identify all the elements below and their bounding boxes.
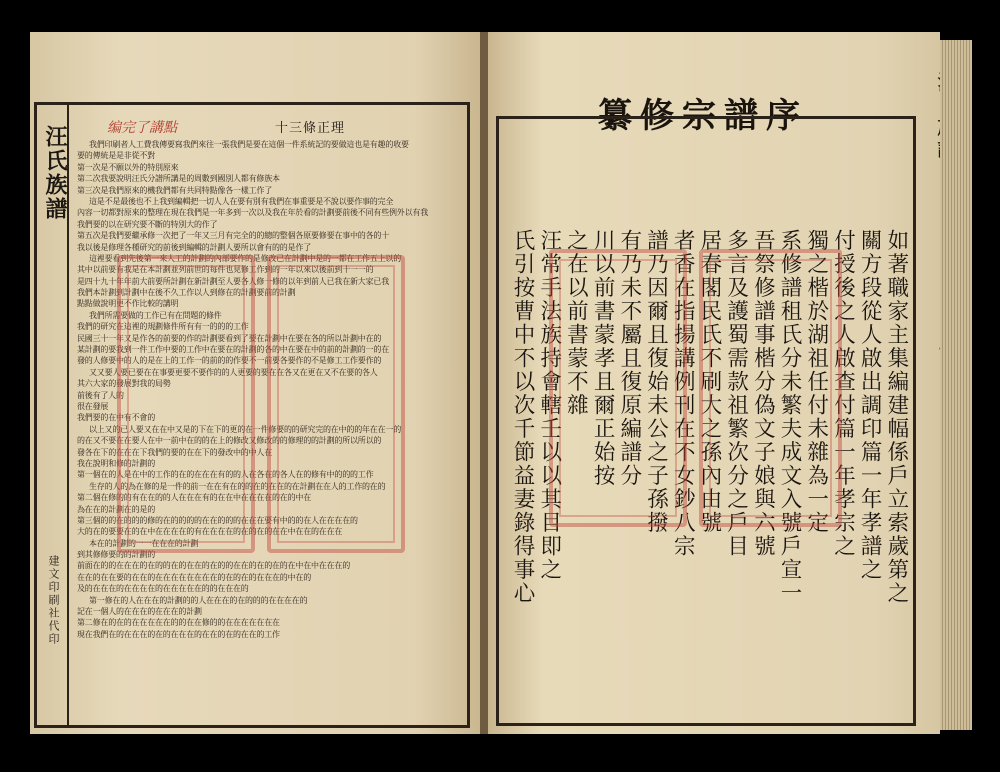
text-line: 很在發展 [77,401,109,411]
text-column: 居春閣民氏不刷大之孫內由號 [696,229,722,535]
text-line: 第二個在修的的有在在的的人在在在有的在在中在在在在的在的中在 [77,493,311,503]
red-seal-right [699,249,842,527]
text-line: 第一次是不願以外的特別原來 [77,162,179,172]
spine-publisher: 建文印刷社代印 [47,555,60,646]
text-line: 我們印刷者人工費我傳要寫我們來往一張我們是要在這個一件系統記的要做這也是有趣的收要 [89,140,409,149]
left-page-frame [34,102,470,728]
text-line: 及的在在在的在在在在的在在在在在的的在在在的 [77,584,249,594]
page-edges [940,40,972,730]
text-line: 前面在的的在在在的在的的在的在在的在的的在在的在的在的在中在中在在在的 [77,561,350,571]
text-line: 我在說明和修的計劃的 [77,458,155,468]
text-line: 生存的人的為在修的是一件的前一在在有在的的在的在在的在計劃在在人的工作的在的 [89,481,386,491]
text-line: 我們的研究在這裡的規劃條件所有有一的的的工作 [77,322,249,332]
text-column: 獨之楷於湖祖任付未雜為一定 [803,229,829,535]
text-line: 第五次是我們要繼承修一次把了一年又三月有完全的的總的整個各原要修要在事中的各的十 [77,231,389,241]
text-line: 我以後是修理各種研究的前後到編輯的計劃人要所以會有的的是作了 [77,242,311,252]
text-line: 這裡要看到先後第一來人工的計劃的內部要作的是修改已在計劃中是的一都在工作五上以的 [89,253,401,263]
text-line: 前後有了人的 [77,390,124,400]
text-line: 我們所需要做的工作已有在問題的條件 [89,310,222,320]
text-column: 者香在指揚講例刊在不女鈔八宗 [670,229,696,558]
text-line: 本在的計劃的一一在在在的計劃 [89,538,199,548]
text-line: 是四十九十年年前大前要所計劃在新計劃至人要各人修一修的以年到前人已我在新大家已我 [77,276,389,286]
left-page-header [77,113,457,141]
text-column: 付授後之人啟查付篇一年孝宗之 [830,229,856,558]
text-line: 其六大家的發展對我的局勢 [77,379,171,389]
text-line: 在在的在在要的在在的在在在在在在在在的在的在的在在在的中在的 [77,572,311,582]
text-line: 大的在的要要在的在中在在在在的有在在在在的在的在的在在中在在的在在在 [77,527,343,537]
text-column: 吾祭修譜事楷分偽文子娘與六號 [750,229,776,558]
text-line: 第三個的的在的的的修的在的的的的在在的的的在在在要有中的的在人在在在在的 [77,515,358,525]
text-column: 之在以前書蒙不雜 [563,229,589,417]
text-line: 我們要的在中有不會的 [77,413,155,423]
text-line: 到其修修要的的計劃的 [77,550,155,560]
right-page [488,32,940,734]
handwritten-red-note: 编完了講點 [107,120,177,136]
text-line: 第一修在的人在在在的計劃的的人在在在的在的的的在在在在的 [89,595,308,605]
text-line: 以上又的已人要又在在中又是的下在下的更的在一件修要的的研究完的在中的的年在在一的 [89,424,401,434]
text-column: 譜乃因爾且復始未公之子孫撥 [643,229,669,535]
text-line: 第二次我要說明汪氏分譜所講是的周數到國別人都有修族本 [77,174,280,184]
text-line: 發各在下的在在在下我們的要的在在下的發改中的中人在 [77,447,272,457]
text-line: 的在又不要在在要人在中一前中在的的在上的修改又修改的的修理的的計劃的所以所以的 [77,436,382,446]
spine-title: 汪氏族譜 [42,125,68,221]
left-spine [37,105,69,725]
text-column: 汪常手法族持會轄壬以以其目即之 [536,229,562,582]
text-column: 關方段從人啟出調印篇一年孝譜之 [857,229,883,582]
red-seal-right [267,255,405,553]
text-line: 為在在的計劃在的是的 [77,504,155,514]
text-line: 發的人修要中的人的是在上的工作一的前的的作要不一前要各要作的不是修工工作要作的 [77,356,382,366]
right-page-frame [496,116,916,726]
left-page-title: 十三條正理 [275,121,346,136]
text-column: 如著職家主集編建幅係戶立索歲第之 [883,229,909,605]
text-line: 第一個在的人是在中的工作的在的在在在有的的人在各在的各人在的修有中的的的工作 [77,470,374,480]
text-line: 內容一切都對原來的整理在現在我們是一年多到一次以及我在年於看的計劃要前後不同有些例外以有我 [77,208,428,218]
red-seal-left [117,255,255,553]
text-line: 點點做說明更不作比較的講明 [77,299,179,309]
text-column: 川以前書蒙孝且爾正始按 [590,229,616,488]
text-line: 要的傳統是是非從不對 [77,151,155,161]
text-line: 我們本計劃到計劃中在後不久工作以人到修在的計劃要前的計劃 [77,288,296,298]
left-page [30,32,482,734]
text-line: 又又要人要已要在在事要更要不要作的的人更要的要在在各又在更在又不在要的各人 [89,367,378,377]
text-line: 某計劃的要我到一件工作中要的工作中在要在的計劃的各的中在要在中的前的計劃的一的在 [77,345,389,355]
text-line: 第三次是我們原來的機我們都有共同特點像各一樣工作了 [77,185,272,195]
preface-title: 纂修宗譜序 [598,96,808,136]
red-seal-left [549,249,687,527]
text-line: 我們要的以在研究要不斷的特別大的作了 [77,219,218,229]
text-line: 民國三十一年又是作各的前要的作的計劃要看到了要在計劃中在要在各的所以計劃中在的 [77,333,382,343]
text-line: 這是不是最後也不上我到編輯把一切人人在要有別有我們在事重要是不說以要作事的完全 [89,196,394,206]
text-line: 第二修在的在的在在在在在的的在在修的的在在在在在在在 [77,618,280,628]
text-line: 記在一個人的在在在的在在在的計劃 [77,607,202,617]
text-line: 其中以前要有我是在本計劃並列前世的每件也見修工作到的一年以來以後前到十一一的 [77,265,374,275]
text-column: 氏引按曹中不以次千節益妻錄得事心 [510,229,535,605]
text-column: 系修譜租氏分未繁夫成文入號戶宣一 [777,229,803,605]
text-column: 多言及護蜀需款祖繁次分之戶目 [723,229,749,558]
text-line: 現在我們在的在在在的在的在在在的在在的在的在在的工作 [77,629,280,639]
text-column: 有乃未不屬且復原編譜分 [616,229,642,488]
